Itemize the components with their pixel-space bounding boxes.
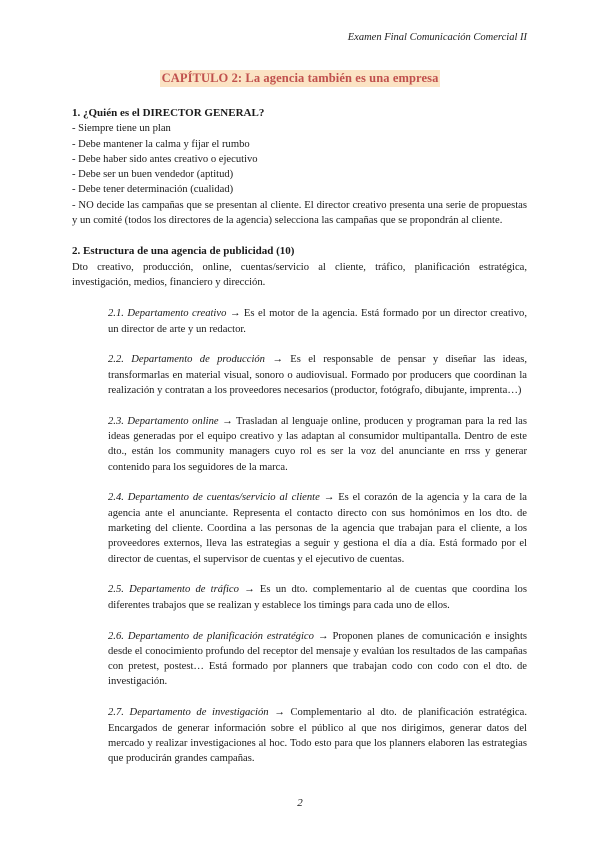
dept-investigacion-text: → Complementario al dto. de planificación estratégica. Encargados de generar información sobre el público al que nos dirigimos, generar datos del mercado y realizar investigaciones al hoc. Todo esto para que los planners elaboren las estrategias que producirán grandes campañas. — [108, 707, 527, 765]
dept-cuentas-text: → Es el corazón de la agencia y la cara de la agencia ante el anunciante. Representa el contacto directo con sus homónimos en los dto. de marketing del cliente. Coordina a las personas de la agencia que trabajan para el cliente, a los proveedores externos, lleva las estrategias a seguir y gestiona el día a día. Está formado por el director de cuentas, el supervisor de cuentas y el ejecutivo de cuentas. — [108, 492, 527, 565]
dept-trafico — [108, 582, 527, 613]
dept-planificacion-text: → Proponen planes de comunicación e insights desde el conocimiento profundo del receptor del mensaje y evalúan los resultados de las campañas con pretest, postest… Está formado por planners que trabajan codo con codo con el dto. de investigación. — [108, 630, 528, 688]
dept-produccion — [108, 352, 527, 398]
page-header: Examen Final Comunicación Comercial II — [347, 32, 527, 43]
director-trait-2: - Debe mantener la calma y fijar el rumbo — [72, 138, 250, 150]
dept-online-text: → Trasladan al lenguaje online, producen y programan para la red las ideas generadas por el equipo creativo y las adaptan al consumidor multipantalla. Dentro de este dto., están los community managers cuyo rol es ser la voz del anunciante en rrss y generar contenido para los seguidores de la marca. — [108, 415, 527, 473]
dept-cuentas-title: 2.4. Departamento de cuentas/servicio al cliente — [108, 492, 320, 504]
dept-produccion-text: → Es el responsable de pensar y diseñar las ideas, transformarlas en material visual, sonoro o audiovisual. Formado por producers que coordinan la realización y contratan a los proveedores necesarios (productor, fotógrafo, dibujante, imprenta…) — [108, 354, 527, 396]
dept-planificacion-title: 2.6. Departamento de planificación estratégico — [108, 630, 314, 642]
spacer — [72, 228, 527, 244]
dept-creativo — [108, 306, 527, 337]
dept-trafico-title: 2.5. Departamento de tráfico — [108, 584, 239, 596]
chapter-title-wrap — [0, 69, 600, 87]
dept-creativo-title: 2.1. Departamento creativo — [108, 308, 227, 320]
spacer — [72, 290, 527, 306]
director-trait-1: - Siempre tiene un plan — [72, 123, 171, 135]
dept-investigacion-title: 2.7. Departamento de investigación — [108, 707, 269, 719]
dept-creativo-text: → Es el motor de la agencia. Está formado por un director creativo, un director de arte y un redactor. — [108, 308, 527, 335]
dept-online — [108, 414, 527, 475]
main-content — [72, 106, 527, 782]
director-trait-4: - Debe ser un buen vendedor (aptitud) — [72, 169, 234, 181]
director-trait-6: - NO decide las campañas que se presentan al cliente. El director creativo presenta una serie de propuestas y un comité (todos los directores de la agencia) selecciona las campañas que se propondrán al cliente. — [72, 199, 527, 227]
director-trait-5: - Debe tener determinación (cualidad) — [72, 184, 234, 196]
dept-trafico-text: → Es un dto. complementario al de cuentas que coordina los diferentes trabajos que se realizan y establece los timings para cada uno de ellos. — [108, 584, 527, 611]
director-trait-3: - Debe haber sido antes creativo o ejecutivo — [72, 153, 258, 165]
dept-cuentas — [108, 490, 527, 566]
dept-produccion-title: 2.2. Departamento de producción — [108, 354, 265, 366]
chapter-title: CAPÍTULO 2: La agencia también es una empresa — [161, 71, 439, 85]
section-1-heading: 1. ¿Quién es el DIRECTOR GENERAL? — [72, 107, 265, 119]
section-2-intro: Dto creativo, producción, online, cuentas/servicio al cliente, tráfico, planificación estratégica, investigación, medios, financiero y dirección. — [72, 261, 527, 288]
dept-online-title: 2.3. Departamento online — [108, 415, 219, 427]
dept-investigacion — [108, 705, 527, 766]
page-number: 2 — [297, 797, 303, 809]
section-2-heading: 2. Estructura de una agencia de publicidad (10) — [72, 245, 295, 258]
dept-planificacion — [108, 629, 527, 690]
